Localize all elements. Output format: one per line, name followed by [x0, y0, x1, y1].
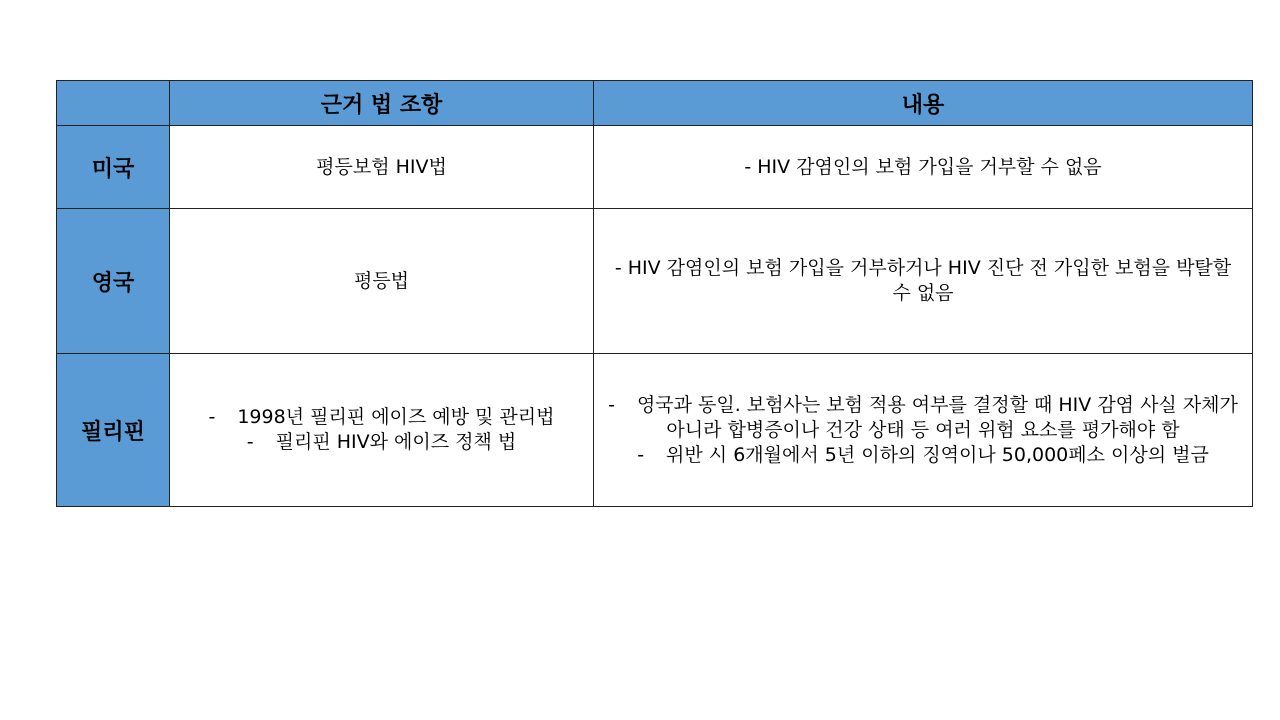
bullet-dash: - [637, 443, 645, 466]
table-row-uk [57, 209, 1253, 354]
content-item-text: 위반 시 6개월에서 5년 이하의 징역이나 50,000페소 이상의 벌금 [666, 443, 1209, 466]
law-list [182, 405, 581, 455]
header-corner-cell [57, 81, 170, 126]
content-cell [594, 354, 1253, 507]
content-cell: - HIV 감염인의 보험 가입을 거부하거나 HIV 진단 전 가입한 보험을 박탈할 수 없음 [594, 209, 1253, 354]
content-cell: - HIV 감염인의 보험 가입을 거부할 수 없음 [594, 126, 1253, 209]
table-row-usa [57, 126, 1253, 209]
header-content: 내용 [594, 81, 1253, 126]
content-item-text: 영국과 동일. 보험사는 보험 적용 여부를 결정할 때 HIV 감염 사실 자체가 아니라 합병증이나 건강 상태 등 여러 위험 요소를 평가해야 함 [636, 393, 1238, 441]
list-item [182, 430, 581, 455]
comparison-table [56, 80, 1253, 507]
bullet-dash: - [246, 431, 254, 453]
table-row-philippines [57, 354, 1253, 507]
law-item-text: 필리핀 HIV와 에이즈 정책 법 [275, 431, 517, 453]
law-cell [170, 354, 594, 507]
bullet-dash: - [608, 393, 615, 416]
content-list [606, 393, 1240, 468]
law-cell: 평등보험 HIV법 [170, 126, 594, 209]
list-item [606, 393, 1240, 443]
list-item [606, 443, 1240, 468]
country-cell: 미국 [57, 126, 170, 209]
list-item [182, 405, 581, 430]
bullet-dash: - [208, 406, 216, 428]
country-cell: 영국 [57, 209, 170, 354]
header-law: 근거 법 조항 [170, 81, 594, 126]
table-header-row [57, 81, 1253, 126]
country-cell: 필리핀 [57, 354, 170, 507]
law-item-text: 1998년 필리핀 에이즈 예방 및 관리법 [237, 406, 555, 428]
law-cell: 평등법 [170, 209, 594, 354]
